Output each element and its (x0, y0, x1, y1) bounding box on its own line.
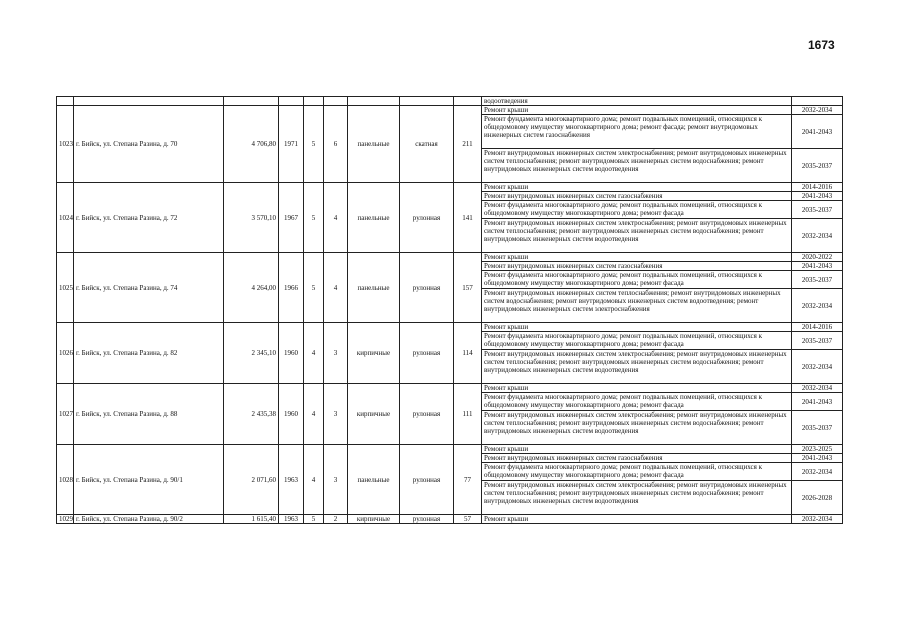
wall-material: панельные (348, 253, 400, 323)
table-row (57, 323, 843, 332)
residents-count: 111 (454, 384, 482, 445)
building-area: 4 264,00 (224, 253, 279, 323)
period-cell: 2014-2016 (792, 323, 843, 332)
building-number: 1029 (57, 515, 74, 524)
period-cell: 2032-2034 (792, 463, 843, 481)
residents-count: 211 (454, 106, 482, 183)
building-address: г. Бийск, ул. Степана Разина, д. 90/1 (74, 445, 224, 515)
roof-type: рулонная (400, 384, 454, 445)
work-cell: Ремонт внутридомовых инженерных систем электроснабжения; ремонт внутридомовых инженерных систем теплоснабжения; ремонт внутридомовых инженерных систем водоснабжения; ремонт внутридомовых инженерных систем водоотведения (482, 350, 792, 384)
residents-count: 157 (454, 253, 482, 323)
building-area: 2 435,38 (224, 384, 279, 445)
building-number: 1026 (57, 323, 74, 384)
table-row (57, 253, 843, 262)
residents-count: 114 (454, 323, 482, 384)
work-cell: Ремонт внутридомовых инженерных систем газоснабжения (482, 262, 792, 271)
period-cell: 2035-2037 (792, 271, 843, 289)
building-floors: 5 (304, 106, 324, 183)
building-year: 1966 (279, 253, 304, 323)
period-cell: 2032-2034 (792, 289, 843, 323)
building-entrances: 6 (324, 106, 348, 183)
period-cell: 2041-2043 (792, 393, 843, 411)
table-body (57, 97, 843, 524)
work-cell: Ремонт крыши (482, 515, 792, 524)
building-floors: 5 (304, 515, 324, 524)
building-area: 3 570,10 (224, 183, 279, 253)
building-address: г. Бийск, ул. Степана Разина, д. 72 (74, 183, 224, 253)
building-year: 1963 (279, 445, 304, 515)
residents-count: 57 (454, 515, 482, 524)
period-cell: 2041-2043 (792, 262, 843, 271)
building-floors: 4 (304, 323, 324, 384)
wall-material: кирпичные (348, 323, 400, 384)
period-cell: 2023-2025 (792, 445, 843, 454)
table-row (57, 183, 843, 192)
residents-count: 77 (454, 445, 482, 515)
period-cell: 2041-2043 (792, 192, 843, 201)
building-floors: 5 (304, 253, 324, 323)
work-cell: Ремонт фундамента многоквартирного дома; ремонт подвальных помещений, относящихся к общедомовому имуществу многоквартирного дома; ремонт фасада (482, 201, 792, 219)
roof-type: рулонная (400, 445, 454, 515)
building-year: 1963 (279, 515, 304, 524)
table-row (57, 515, 843, 524)
period-cell (792, 97, 843, 106)
building-number: 1028 (57, 445, 74, 515)
period-cell: 2032-2034 (792, 384, 843, 393)
table-row-fragment (57, 97, 843, 106)
building-entrances: 3 (324, 384, 348, 445)
work-cell: Ремонт фундамента многоквартирного дома; ремонт подвальных помещений, относящихся к общедомовому имуществу многоквартирного дома; ремонт фасада (482, 271, 792, 289)
building-year: 1971 (279, 106, 304, 183)
building-entrances: 4 (324, 183, 348, 253)
wall-material: панельные (348, 445, 400, 515)
period-cell: 2035-2037 (792, 411, 843, 445)
work-cell: Ремонт крыши (482, 323, 792, 332)
roof-type: рулонная (400, 515, 454, 524)
building-entrances: 4 (324, 253, 348, 323)
work-cell: Ремонт внутридомовых инженерных систем теплоснабжения; ремонт внутридомовых инженерных систем водоснабжения; ремонт внутридомовых инженерных систем водоотведения; ремонт внутридомовых инженерных систем электроснабжения (482, 289, 792, 323)
work-cell: водоотведения (482, 97, 792, 106)
table-row (57, 445, 843, 454)
period-cell: 2032-2034 (792, 350, 843, 384)
building-year: 1967 (279, 183, 304, 253)
work-cell: Ремонт внутридомовых инженерных систем электроснабжения; ремонт внутридомовых инженерных систем теплоснабжения; ремонт внутридомовых инженерных систем водоснабжения; ремонт внутридомовых инженерных систем водоотведения (482, 149, 792, 183)
roof-type: рулонная (400, 323, 454, 384)
residents-count: 141 (454, 183, 482, 253)
building-address: г. Бийск, ул. Степана Разина, д. 70 (74, 106, 224, 183)
building-address: г. Бийск, ул. Степана Разина, д. 74 (74, 253, 224, 323)
period-cell: 2032-2034 (792, 106, 843, 115)
building-number: 1027 (57, 384, 74, 445)
period-cell: 2014-2016 (792, 183, 843, 192)
building-year: 1960 (279, 323, 304, 384)
repair-schedule-table (56, 96, 843, 524)
work-cell: Ремонт внутридомовых инженерных систем газоснабжения (482, 454, 792, 463)
wall-material: кирпичные (348, 515, 400, 524)
page-number: 1673 (808, 38, 835, 52)
building-number: 1025 (57, 253, 74, 323)
roof-type: скатная (400, 106, 454, 183)
work-cell: Ремонт фундамента многоквартирного дома; ремонт подвальных помещений, относящихся к общедомовому имуществу многоквартирного дома; ремонт фасада; ремонт внутридомовых инженерных систем газоснабжения (482, 115, 792, 149)
building-area: 2 071,60 (224, 445, 279, 515)
work-cell: Ремонт фундамента многоквартирного дома; ремонт подвальных помещений, относящихся к общедомовому имуществу многоквартирного дома; ремонт фасада (482, 332, 792, 350)
building-entrances: 2 (324, 515, 348, 524)
building-year: 1960 (279, 384, 304, 445)
period-cell: 2020-2022 (792, 253, 843, 262)
building-entrances: 3 (324, 323, 348, 384)
building-number: 1024 (57, 183, 74, 253)
work-cell: Ремонт крыши (482, 183, 792, 192)
wall-material: панельные (348, 183, 400, 253)
wall-material: кирпичные (348, 384, 400, 445)
building-address: г. Бийск, ул. Степана Разина, д. 90/2 (74, 515, 224, 524)
building-area: 4 706,80 (224, 106, 279, 183)
table-row (57, 106, 843, 115)
period-cell: 2026-2028 (792, 481, 843, 515)
period-cell: 2035-2037 (792, 149, 843, 183)
table-row (57, 384, 843, 393)
building-floors: 5 (304, 183, 324, 253)
work-cell: Ремонт внутридомовых инженерных систем электроснабжения; ремонт внутридомовых инженерных систем теплоснабжения; ремонт внутридомовых инженерных систем водоснабжения; ремонт внутридомовых инженерных систем водоотведения (482, 219, 792, 253)
building-area: 2 345,10 (224, 323, 279, 384)
work-cell: Ремонт крыши (482, 445, 792, 454)
work-cell: Ремонт фундамента многоквартирного дома; ремонт подвальных помещений, относящихся к общедомовому имуществу многоквартирного дома; ремонт фасада (482, 463, 792, 481)
work-cell: Ремонт крыши (482, 384, 792, 393)
building-number: 1023 (57, 106, 74, 183)
building-floors: 4 (304, 445, 324, 515)
period-cell: 2035-2037 (792, 201, 843, 219)
work-cell: Ремонт крыши (482, 253, 792, 262)
roof-type: рулонная (400, 183, 454, 253)
period-cell: 2041-2043 (792, 454, 843, 463)
period-cell: 2041-2043 (792, 115, 843, 149)
period-cell: 2032-2034 (792, 219, 843, 253)
wall-material: панельные (348, 106, 400, 183)
work-cell: Ремонт внутридомовых инженерных систем электроснабжения; ремонт внутридомовых инженерных систем теплоснабжения; ремонт внутридомовых инженерных систем водоснабжения; ремонт внутридомовых инженерных систем водоотведения (482, 411, 792, 445)
building-address: г. Бийск, ул. Степана Разина, д. 82 (74, 323, 224, 384)
building-entrances: 3 (324, 445, 348, 515)
work-cell: Ремонт крыши (482, 106, 792, 115)
building-address: г. Бийск, ул. Степана Разина, д. 88 (74, 384, 224, 445)
building-floors: 4 (304, 384, 324, 445)
period-cell: 2035-2037 (792, 332, 843, 350)
work-cell: Ремонт внутридомовых инженерных систем электроснабжения; ремонт внутридомовых инженерных систем теплоснабжения; ремонт внутридомовых инженерных систем водоснабжения; ремонт внутридомовых инженерных систем водоотведения (482, 481, 792, 515)
work-cell: Ремонт внутридомовых инженерных систем газоснабжения (482, 192, 792, 201)
work-cell: Ремонт фундамента многоквартирного дома; ремонт подвальных помещений, относящихся к общедомовому имуществу многоквартирного дома; ремонт фасада (482, 393, 792, 411)
building-area: 1 615,40 (224, 515, 279, 524)
period-cell: 2032-2034 (792, 515, 843, 524)
roof-type: рулонная (400, 253, 454, 323)
